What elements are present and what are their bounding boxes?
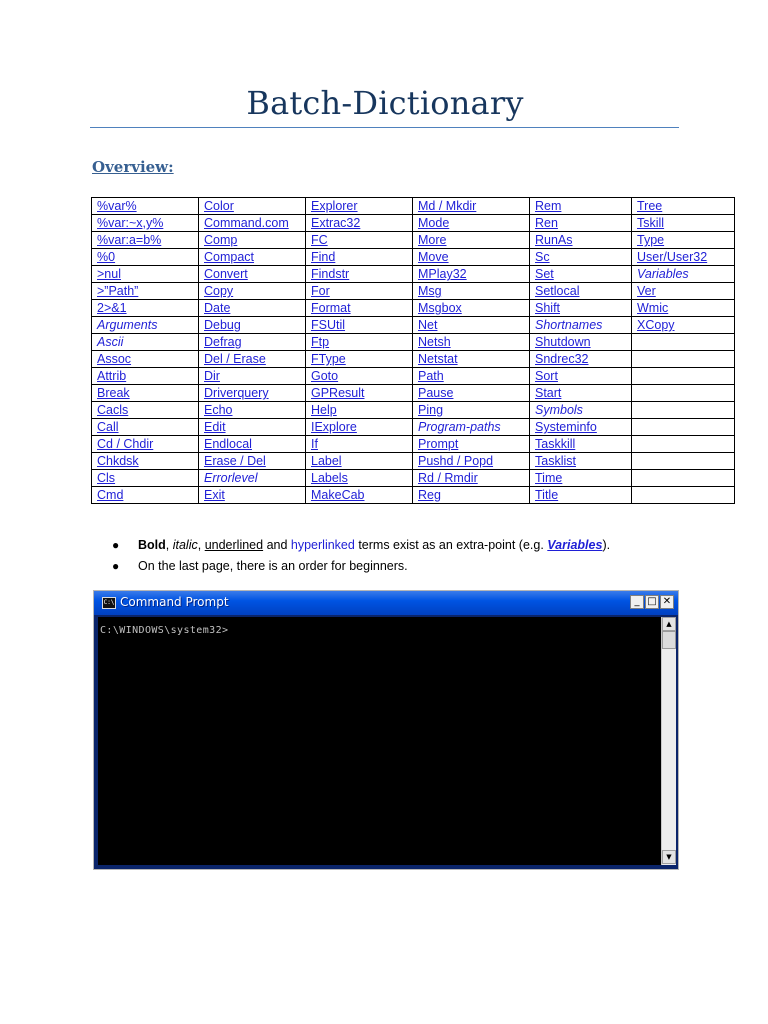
command-link[interactable]: For: [311, 284, 330, 298]
command-link[interactable]: GPResult: [311, 386, 365, 400]
table-cell: [92, 266, 199, 283]
command-link[interactable]: Assoc: [97, 352, 132, 366]
table-cell: [92, 453, 199, 470]
close-button[interactable]: ✕: [660, 595, 674, 609]
table-cell: [199, 368, 306, 385]
command-link[interactable]: More: [418, 233, 447, 247]
command-link[interactable]: Tasklist: [535, 454, 576, 468]
table-row: [92, 487, 735, 504]
command-link[interactable]: Mode: [418, 216, 450, 230]
command-link[interactable]: Set: [535, 267, 554, 281]
command-link[interactable]: Help: [311, 403, 337, 417]
command-link[interactable]: Command.com: [204, 216, 289, 230]
command-link[interactable]: Endlocal: [204, 437, 252, 451]
console-icon: C:\: [102, 597, 116, 609]
table-cell: [92, 368, 199, 385]
command-link[interactable]: Shortnames: [535, 318, 603, 332]
table-cell: [632, 351, 735, 368]
table-cell: [92, 487, 199, 504]
command-link[interactable]: Tree: [637, 199, 663, 213]
bullet-item-beginners: [112, 557, 610, 578]
table-cell: [413, 453, 530, 470]
table-cell: [530, 351, 632, 368]
legend-close: ).: [602, 538, 611, 552]
command-link[interactable]: MPlay32: [418, 267, 467, 281]
table-row: [92, 351, 735, 368]
command-link[interactable]: Format: [311, 301, 351, 315]
bullet-icon: ●: [112, 559, 120, 573]
command-link[interactable]: Errorlevel: [204, 471, 258, 485]
table-cell: [92, 215, 199, 232]
table-cell: [632, 419, 735, 436]
table-cell: [92, 436, 199, 453]
table-row: [92, 215, 735, 232]
table-cell: [306, 402, 413, 419]
command-link[interactable]: Net: [418, 318, 438, 332]
command-link[interactable]: Pushd / Popd: [418, 454, 494, 468]
command-link[interactable]: Goto: [311, 369, 339, 383]
table-cell: [199, 317, 306, 334]
table-cell: [92, 317, 199, 334]
table-cell: [92, 249, 199, 266]
table-cell: [199, 436, 306, 453]
command-table: [91, 197, 735, 504]
command-link[interactable]: Erase / Del: [204, 454, 266, 468]
window-title: Command Prompt: [120, 595, 229, 609]
command-link[interactable]: MakeCab: [311, 488, 365, 502]
command-link[interactable]: Label: [311, 454, 342, 468]
command-link[interactable]: Explorer: [311, 199, 358, 213]
table-cell: [413, 300, 530, 317]
command-link[interactable]: Msgbox: [418, 301, 462, 315]
table-cell: [530, 453, 632, 470]
command-link[interactable]: Tskill: [637, 216, 665, 230]
command-link[interactable]: Ping: [418, 403, 444, 417]
command-link[interactable]: >nul: [97, 267, 121, 281]
legend-italic: italic: [172, 538, 198, 552]
table-cell: [413, 470, 530, 487]
overview-heading: Overview:: [92, 158, 174, 176]
command-link[interactable]: Sndrec32: [535, 352, 589, 366]
command-prompt-window: [93, 590, 679, 870]
bullet-list: [112, 536, 610, 578]
table-cell: [413, 249, 530, 266]
command-link[interactable]: Cls: [97, 471, 116, 485]
table-cell: [530, 470, 632, 487]
command-link[interactable]: RunAs: [535, 233, 573, 247]
command-link[interactable]: Debug: [204, 318, 241, 332]
table-cell: [306, 368, 413, 385]
table-cell: [413, 436, 530, 453]
table-cell: [306, 334, 413, 351]
beginners-note: On the last page, there is an order for beginners.: [138, 559, 408, 573]
table-row: [92, 419, 735, 436]
table-cell: [306, 215, 413, 232]
command-link[interactable]: %var:~x,y%: [97, 216, 164, 230]
table-cell: [530, 334, 632, 351]
console-area[interactable]: [98, 617, 661, 865]
command-link[interactable]: Chkdsk: [97, 454, 139, 468]
table-cell: [632, 232, 735, 249]
command-link[interactable]: Date: [204, 301, 231, 315]
table-cell: [530, 385, 632, 402]
command-link[interactable]: Cd / Chdir: [97, 437, 154, 451]
table-cell: [199, 334, 306, 351]
vertical-scrollbar[interactable]: [661, 617, 676, 865]
command-link[interactable]: Find: [311, 250, 336, 264]
command-link[interactable]: Type: [637, 233, 665, 247]
command-link[interactable]: Rd / Rmdir: [418, 471, 478, 485]
table-cell: [530, 266, 632, 283]
command-link[interactable]: Compact: [204, 250, 255, 264]
table-cell: [632, 266, 735, 283]
table-cell: [413, 215, 530, 232]
table-cell: [632, 385, 735, 402]
table-cell: [306, 198, 413, 215]
table-cell: [413, 283, 530, 300]
page-title: Batch-Dictionary: [246, 84, 524, 122]
command-link[interactable]: Convert: [204, 267, 248, 281]
table-cell: [306, 232, 413, 249]
command-link[interactable]: Pause: [418, 386, 454, 400]
command-link[interactable]: 2>&1: [97, 301, 127, 315]
command-link[interactable]: Netstat: [418, 352, 458, 366]
legend-and: and: [263, 538, 291, 552]
minimize-button[interactable]: _: [630, 595, 644, 609]
table-cell: [413, 487, 530, 504]
command-link[interactable]: Shutdown: [535, 335, 591, 349]
command-link[interactable]: FC: [311, 233, 328, 247]
table-cell: [413, 198, 530, 215]
command-prompt-text: C:\WINDOWS\system32>: [100, 625, 229, 636]
table-cell: [306, 351, 413, 368]
command-link[interactable]: Netsh: [418, 335, 451, 349]
table-cell: [306, 453, 413, 470]
table-row: [92, 334, 735, 351]
command-link[interactable]: Ascii: [97, 335, 124, 349]
command-link[interactable]: Extrac32: [311, 216, 361, 230]
table-cell: [199, 419, 306, 436]
command-link[interactable]: IExplore: [311, 420, 357, 434]
table-row: [92, 368, 735, 385]
table-cell: [530, 198, 632, 215]
command-link[interactable]: Shift: [535, 301, 561, 315]
window-titlebar[interactable]: [94, 591, 678, 615]
table-cell: [92, 334, 199, 351]
command-link[interactable]: Edit: [204, 420, 226, 434]
table-cell: [306, 300, 413, 317]
table-cell: [199, 215, 306, 232]
command-link[interactable]: Taskkill: [535, 437, 576, 451]
table-cell: [92, 351, 199, 368]
scroll-up-button[interactable]: ▲: [662, 617, 676, 631]
command-link[interactable]: Reg: [418, 488, 441, 502]
table-cell: [92, 283, 199, 300]
command-link[interactable]: Dir: [204, 369, 220, 383]
table-cell: [530, 419, 632, 436]
table-cell: [632, 453, 735, 470]
command-link[interactable]: Sc: [535, 250, 550, 264]
table-row: [92, 232, 735, 249]
command-link[interactable]: Prompt: [418, 437, 459, 451]
table-cell: [199, 198, 306, 215]
command-link[interactable]: Variables: [637, 267, 689, 281]
table-cell: [92, 232, 199, 249]
scroll-down-button[interactable]: ▼: [662, 850, 676, 864]
command-link[interactable]: Comp: [204, 233, 238, 247]
table-cell: [199, 300, 306, 317]
table-cell: [413, 317, 530, 334]
table-cell: [199, 487, 306, 504]
command-link[interactable]: Call: [97, 420, 119, 434]
command-link[interactable]: Arguments: [97, 318, 158, 332]
command-link[interactable]: Path: [418, 369, 444, 383]
command-link[interactable]: %0: [97, 250, 116, 264]
command-link[interactable]: Move: [418, 250, 449, 264]
table-cell: [530, 368, 632, 385]
legend-sep: ,: [197, 538, 205, 552]
table-row: [92, 385, 735, 402]
table-cell: [413, 232, 530, 249]
maximize-button[interactable]: □: [645, 595, 659, 609]
variables-link[interactable]: Variables: [547, 538, 603, 552]
table-cell: [306, 266, 413, 283]
command-link[interactable]: Md / Mkdir: [418, 199, 477, 213]
table-cell: [413, 402, 530, 419]
scroll-thumb[interactable]: [662, 631, 676, 649]
bullet-item-legend: [112, 536, 610, 557]
table-cell: [306, 283, 413, 300]
table-cell: [530, 215, 632, 232]
table-cell: [199, 249, 306, 266]
table-cell: [306, 487, 413, 504]
table-row: [92, 249, 735, 266]
table-cell: [413, 351, 530, 368]
command-link[interactable]: Findstr: [311, 267, 350, 281]
command-link[interactable]: Rem: [535, 199, 562, 213]
table-cell: [92, 419, 199, 436]
command-link[interactable]: Wmic: [637, 301, 669, 315]
table-cell: [632, 317, 735, 334]
command-link[interactable]: Del / Erase: [204, 352, 266, 366]
table-row: [92, 266, 735, 283]
table-cell: [530, 436, 632, 453]
command-link[interactable]: Color: [204, 199, 234, 213]
command-link[interactable]: FType: [311, 352, 346, 366]
table-cell: [199, 385, 306, 402]
table-cell: [530, 300, 632, 317]
title-divider: [90, 127, 679, 128]
command-link[interactable]: Driverquery: [204, 386, 269, 400]
command-link[interactable]: Break: [97, 386, 130, 400]
table-cell: [530, 283, 632, 300]
table-cell: [413, 419, 530, 436]
command-link[interactable]: Start: [535, 386, 562, 400]
table-cell: [632, 283, 735, 300]
command-link[interactable]: Labels: [311, 471, 348, 485]
table-cell: [199, 283, 306, 300]
command-link[interactable]: Setlocal: [535, 284, 580, 298]
table-row: [92, 283, 735, 300]
table-cell: [413, 385, 530, 402]
command-link[interactable]: Symbols: [535, 403, 583, 417]
command-link[interactable]: Cmd: [97, 488, 124, 502]
table-cell: [199, 232, 306, 249]
table-row: [92, 453, 735, 470]
table-row: [92, 402, 735, 419]
legend-bold: Bold: [138, 538, 166, 552]
table-cell: [92, 198, 199, 215]
table-cell: [530, 232, 632, 249]
command-link[interactable]: Title: [535, 488, 559, 502]
table-cell: [306, 249, 413, 266]
table-cell: [530, 402, 632, 419]
table-row: [92, 317, 735, 334]
command-link[interactable]: Ver: [637, 284, 656, 298]
table-cell: [530, 249, 632, 266]
table-cell: [306, 385, 413, 402]
table-cell: [632, 402, 735, 419]
table-cell: [199, 453, 306, 470]
table-cell: [632, 215, 735, 232]
command-link[interactable]: User/User32: [637, 250, 708, 264]
table-row: [92, 470, 735, 487]
table-cell: [306, 470, 413, 487]
command-link[interactable]: Program-paths: [418, 420, 501, 434]
table-cell: [632, 470, 735, 487]
table-cell: [632, 198, 735, 215]
command-link[interactable]: XCopy: [637, 318, 675, 332]
table-cell: [306, 436, 413, 453]
table-row: [92, 436, 735, 453]
table-cell: [92, 470, 199, 487]
command-link[interactable]: Ftp: [311, 335, 330, 349]
command-link[interactable]: >”Path”: [97, 284, 139, 298]
table-cell: [632, 368, 735, 385]
table-cell: [92, 300, 199, 317]
table-cell: [92, 385, 199, 402]
table-cell: [413, 266, 530, 283]
table-cell: [199, 402, 306, 419]
legend-hyperlinked: hyperlinked: [290, 538, 355, 552]
table-cell: [199, 266, 306, 283]
table-row: [92, 300, 735, 317]
command-link[interactable]: Time: [535, 471, 563, 485]
table-cell: [306, 317, 413, 334]
table-cell: [92, 402, 199, 419]
table-cell: [199, 351, 306, 368]
table-cell: [632, 487, 735, 504]
table-cell: [632, 436, 735, 453]
table-cell: [306, 419, 413, 436]
command-link[interactable]: FSUtil: [311, 318, 346, 332]
command-link[interactable]: Attrib: [97, 369, 127, 383]
command-link[interactable]: If: [311, 437, 318, 451]
command-link[interactable]: Defrag: [204, 335, 242, 349]
table-cell: [632, 334, 735, 351]
command-link[interactable]: Ren: [535, 216, 558, 230]
table-cell: [632, 300, 735, 317]
table-cell: [199, 470, 306, 487]
command-link[interactable]: Echo: [204, 403, 233, 417]
command-link[interactable]: Exit: [204, 488, 225, 502]
bullet-icon: ●: [112, 538, 120, 552]
command-link[interactable]: Systeminfo: [535, 420, 597, 434]
table-cell: [632, 249, 735, 266]
legend-sep: ,: [165, 538, 173, 552]
command-link[interactable]: %var:a=b%: [97, 233, 162, 247]
legend-rest: terms exist as an extra-point (e.g.: [354, 538, 548, 552]
command-link[interactable]: Copy: [204, 284, 234, 298]
table-row: [92, 198, 735, 215]
table-cell: [413, 368, 530, 385]
command-link[interactable]: Cacls: [97, 403, 129, 417]
table-cell: [413, 334, 530, 351]
legend-underlined: underlined: [204, 538, 264, 552]
command-link[interactable]: Msg: [418, 284, 442, 298]
command-link[interactable]: %var%: [97, 199, 137, 213]
command-link[interactable]: Sort: [535, 369, 558, 383]
table-cell: [530, 487, 632, 504]
table-cell: [530, 317, 632, 334]
